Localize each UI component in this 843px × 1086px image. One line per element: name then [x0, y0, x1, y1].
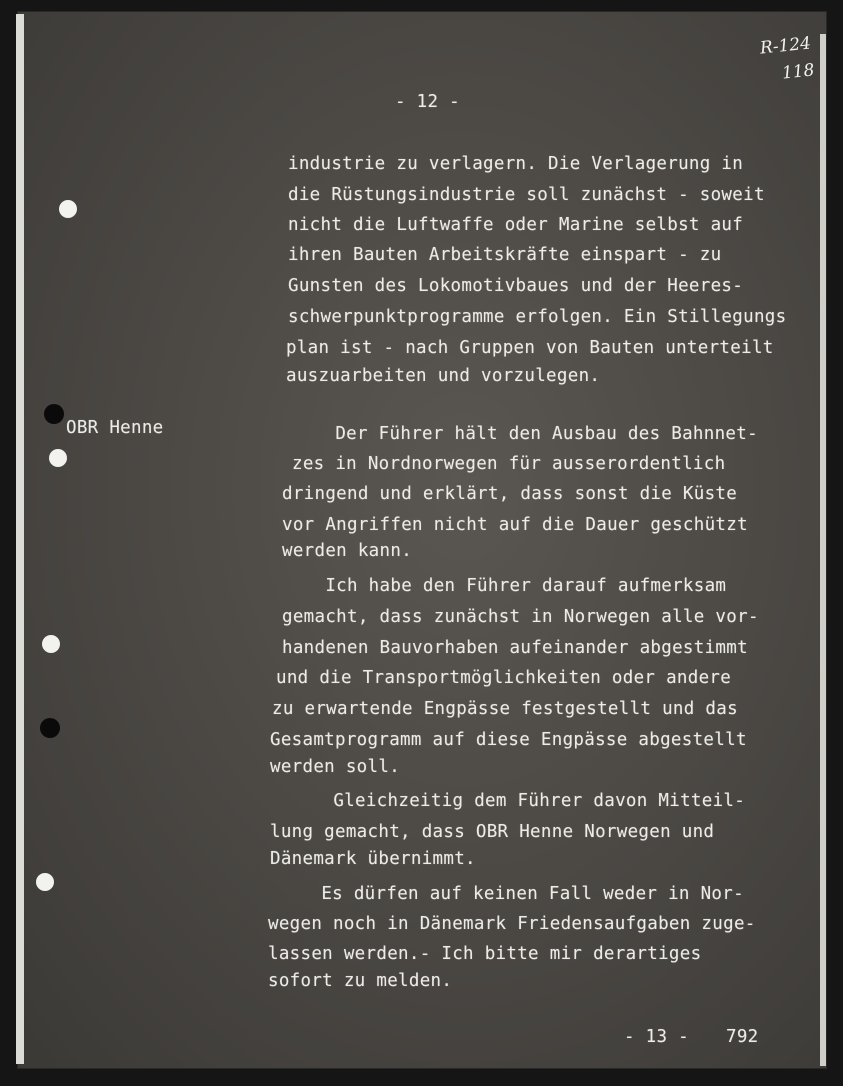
page-number-top: - 12 - — [395, 92, 461, 112]
text-line: auszuarbeiten und vorzulegen. — [286, 366, 601, 386]
text-line: Gunsten des Lokomotivbaues und der Heeres- — [288, 276, 744, 296]
text-line: wegen noch in Dänemark Friedensaufgaben zuge- — [268, 914, 756, 934]
text-line: Gleichzeitig dem Führer davon Mitteil- — [290, 791, 746, 811]
text-line: vor Angriffen nicht auf die Dauer geschützt — [282, 515, 748, 535]
punch-hole — [59, 200, 77, 218]
text-line: werden soll. — [270, 757, 401, 777]
punch-hole — [44, 404, 64, 424]
punch-hole — [49, 449, 67, 467]
page-right-edge — [820, 34, 826, 1066]
archive-number: 792 — [726, 1027, 759, 1047]
text-line: ihren Bauten Arbeitskräfte einspart - zu — [288, 245, 722, 265]
text-line: Dänemark übernimmt. — [270, 849, 476, 869]
margin-note: OBR Henne — [66, 418, 164, 438]
page-number-bottom: - 13 - — [624, 1027, 690, 1047]
text-line: Gesamtprogramm auf diese Engpässe abgestellt — [270, 730, 747, 750]
text-line: handenen Bauvorhaben aufeinander abgestimmt — [282, 638, 748, 658]
punch-hole — [40, 718, 60, 738]
text-line: nicht die Luftwaffe oder Marine selbst auf — [288, 215, 744, 235]
text-line: gemacht, dass zunächst in Norwegen alle vor- — [282, 607, 759, 627]
text-line: plan ist - nach Gruppen von Bauten unterteilt — [286, 338, 774, 358]
text-line: dringend und erklärt, dass sonst die Küste — [282, 484, 738, 504]
page-left-edge — [16, 14, 24, 1064]
text-line: die Rüstungsindustrie soll zunächst - soweit — [288, 185, 765, 205]
text-line: Der Führer hält den Ausbau des Bahnnet- — [292, 424, 758, 444]
text-line: industrie zu verlagern. Die Verlagerung in — [288, 154, 744, 174]
handwritten-reference: R-124 — [759, 33, 812, 59]
text-line: Es dürfen auf keinen Fall weder in Nor- — [278, 884, 744, 904]
text-line: sofort zu melden. — [268, 971, 453, 991]
text-line: lung gemacht, dass OBR Henne Norwegen und — [270, 822, 715, 842]
text-line: werden kann. — [282, 541, 413, 561]
punch-hole — [42, 635, 60, 653]
text-line: zes in Nordnorwegen für ausserordentlich — [292, 454, 726, 474]
handwritten-page-number: 118 — [781, 60, 816, 84]
text-line: Ich habe den Führer darauf aufmerksam — [282, 576, 727, 596]
text-line: schwerpunktprogramme erfolgen. Ein Stillegungs — [288, 307, 787, 327]
text-line: zu erwartende Engpässe festgestellt und das — [272, 699, 738, 719]
punch-hole — [36, 873, 54, 891]
text-line: lassen werden.- Ich bitte mir derartiges — [268, 944, 702, 964]
text-line: und die Transportmöglichkeiten oder andere — [276, 668, 732, 688]
